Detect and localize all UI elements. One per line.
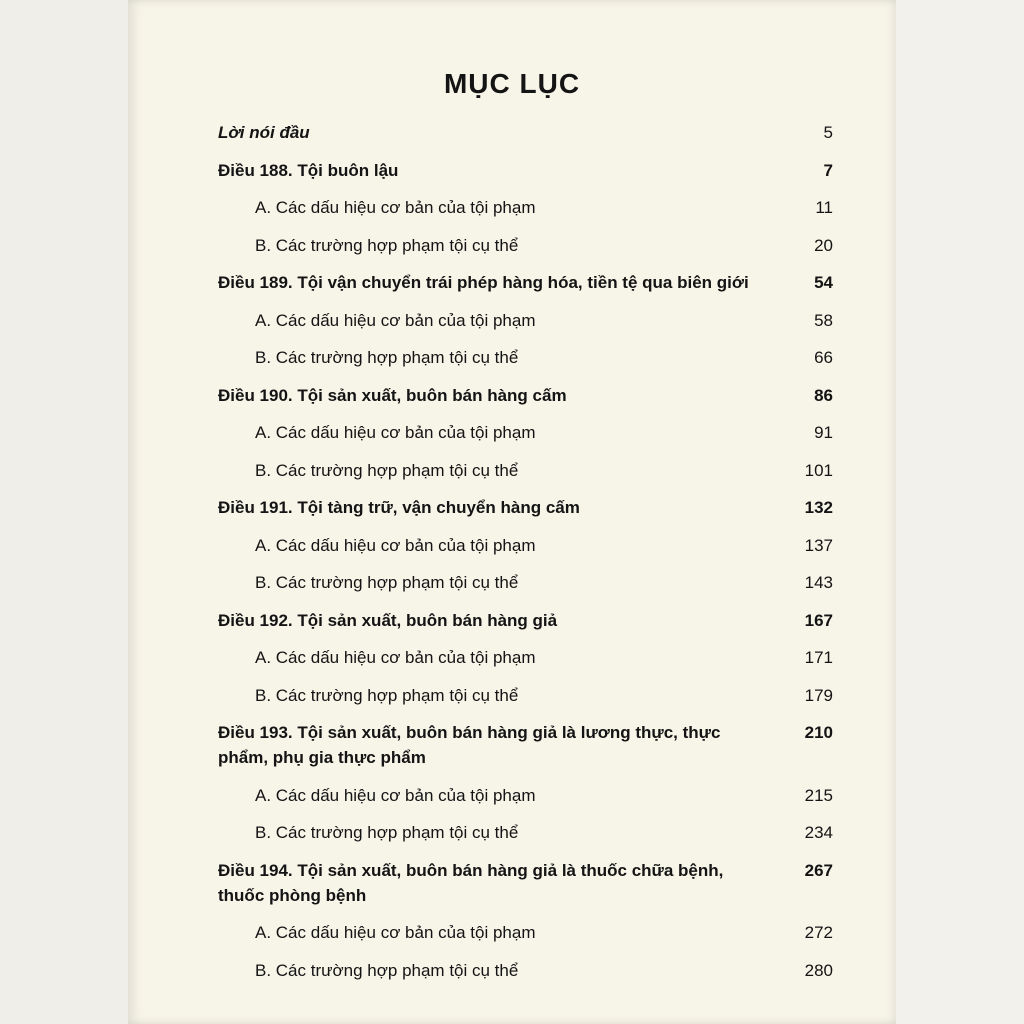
toc-entry-page-number: 54	[814, 273, 833, 292]
toc-entry-page-number: 267	[804, 860, 833, 880]
toc-entry-label: A. Các dấu hiệu cơ bản của tội phạm	[255, 310, 536, 330]
toc-entry-page-number: 272	[804, 923, 833, 942]
toc-entry-label: Điều 191. Tội tàng trữ, vận chuyển hàng cấm	[218, 498, 580, 517]
toc-entry	[218, 570, 833, 595]
toc-entry-page-number: 101	[804, 460, 833, 480]
toc-entry-page-number: 234	[804, 823, 833, 842]
toc-entry-page-number: 167	[804, 610, 833, 630]
toc-entry	[218, 820, 833, 845]
toc-entry-label: B. Các trường hợp phạm tội cụ thể	[255, 960, 519, 980]
toc-entry	[218, 683, 833, 708]
toc-entry	[218, 195, 833, 220]
toc-entry-page-number: 58	[814, 310, 833, 330]
table-of-contents	[218, 120, 833, 995]
toc-entry	[218, 120, 833, 145]
toc-entry-label: B. Các trường hợp phạm tội cụ thể	[255, 823, 519, 842]
toc-entry-label: Điều 188. Tội buôn lậu	[218, 160, 399, 180]
toc-entry-page-number: 210	[804, 723, 833, 742]
book-page	[128, 0, 896, 1024]
toc-entry	[218, 458, 833, 483]
toc-entry-page-number: 91	[814, 423, 833, 442]
toc-entry	[218, 270, 833, 295]
toc-entry	[218, 308, 833, 333]
toc-entry-label: A. Các dấu hiệu cơ bản của tội phạm	[255, 423, 536, 442]
toc-entry-page-number: 86	[814, 385, 833, 405]
toc-entry	[218, 958, 833, 983]
toc-entry-label: A. Các dấu hiệu cơ bản của tội phạm	[255, 923, 536, 942]
toc-entry-label: B. Các trường hợp phạm tội cụ thể	[255, 573, 519, 592]
toc-entry-label: B. Các trường hợp phạm tội cụ thể	[255, 348, 519, 367]
toc-entry	[218, 533, 833, 558]
toc-entry-page-number: 20	[814, 235, 833, 255]
toc-entry-page-number: 280	[804, 960, 833, 980]
toc-entry	[218, 345, 833, 370]
toc-entry	[218, 420, 833, 445]
toc-entry	[218, 158, 833, 183]
toc-entry-page-number: 137	[804, 535, 833, 555]
toc-entry	[218, 920, 833, 945]
toc-entry-label: Điều 193. Tội sản xuất, buôn bán hàng giả là lương thực, thực phẩm, phụ gia thực phẩm	[218, 723, 721, 767]
toc-entry-label: Điều 189. Tội vận chuyển trái phép hàng hóa, tiền tệ qua biên giới	[218, 273, 749, 292]
toc-entry-label: Điều 194. Tội sản xuất, buôn bán hàng giả là thuốc chữa bệnh, thuốc phòng bệnh	[218, 860, 724, 905]
toc-entry-page-number: 11	[815, 198, 833, 217]
background-left	[0, 0, 128, 1024]
toc-entry-label: A. Các dấu hiệu cơ bản của tội phạm	[255, 648, 536, 667]
toc-entry	[218, 233, 833, 258]
toc-entry-label: Lời nói đầu	[218, 123, 310, 142]
toc-entry-label: A. Các dấu hiệu cơ bản của tội phạm	[255, 198, 536, 217]
toc-entry-label: A. Các dấu hiệu cơ bản của tội phạm	[255, 535, 536, 555]
toc-entry	[218, 608, 833, 633]
toc-entry-page-number: 132	[804, 498, 833, 517]
toc-entry	[218, 495, 833, 520]
toc-entry-page-number: 66	[814, 348, 833, 367]
toc-entry-label: B. Các trường hợp phạm tội cụ thể	[255, 235, 519, 255]
toc-entry	[218, 383, 833, 408]
toc-entry-label: B. Các trường hợp phạm tội cụ thể	[255, 460, 519, 480]
toc-entry-label: Điều 192. Tội sản xuất, buôn bán hàng giả	[218, 610, 558, 630]
toc-entry	[218, 783, 833, 808]
toc-entry	[218, 720, 833, 770]
toc-entry	[218, 645, 833, 670]
toc-entry-label: B. Các trường hợp phạm tội cụ thể	[255, 685, 519, 705]
toc-entry	[218, 858, 833, 908]
toc-entry-label: A. Các dấu hiệu cơ bản của tội phạm	[255, 785, 536, 805]
toc-entry-label: Điều 190. Tội sản xuất, buôn bán hàng cấm	[218, 385, 567, 405]
toc-entry-page-number: 143	[804, 573, 833, 592]
toc-entry-page-number: 215	[804, 785, 833, 805]
background-right	[896, 0, 1024, 1024]
toc-entry-page-number: 171	[804, 648, 833, 667]
toc-entry-page-number: 7	[823, 160, 833, 180]
toc-entry-page-number: 5	[823, 123, 833, 142]
toc-entry-page-number: 179	[804, 685, 833, 705]
page-title: MỤC LỤC	[443, 68, 581, 99]
